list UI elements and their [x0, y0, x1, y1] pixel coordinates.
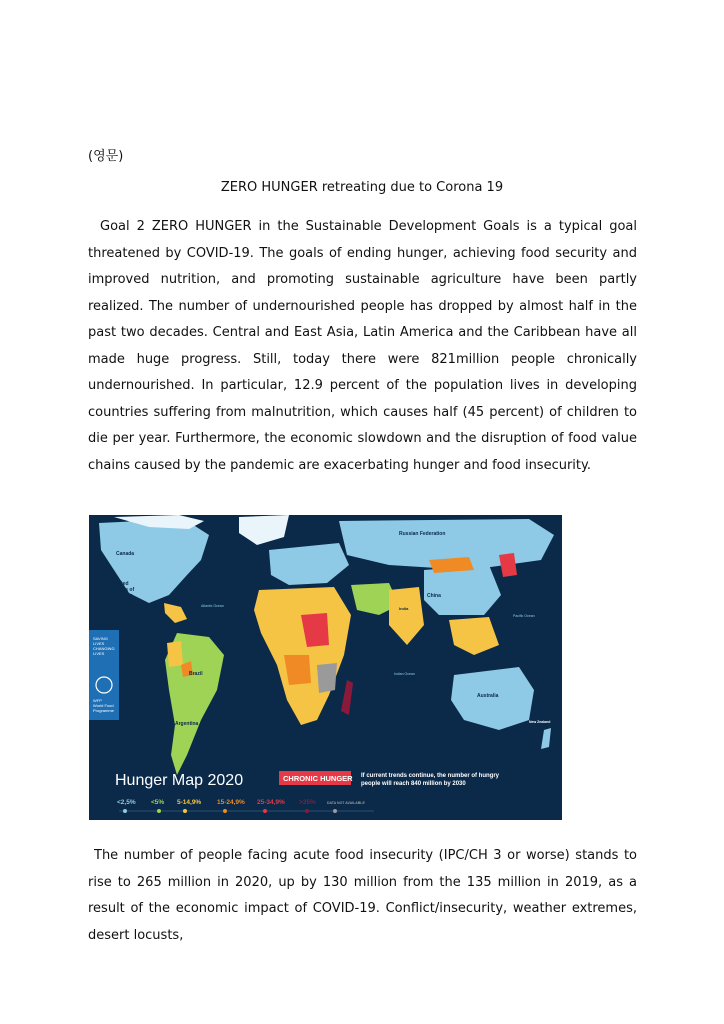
legend-dot-1 [157, 809, 161, 813]
label-russia: Russian Federation [399, 531, 446, 537]
legend-dot-2 [183, 809, 187, 813]
sidebar-text-3: CHANGING [93, 646, 115, 651]
paragraph-1: Goal 2 ZERO HUNGER in the Sustainable Development Goals is a typical goal threatened by COVID-19. The goals of ending hunger, achieving food security and improved nutrition, and promoting sustainable agriculture have been partly realized. The number of undernourished people has dropped by almost half in the past two decades. Central and East Asia, Latin America and the Caribbean have all made huge progress. Still, today there were 821million people chronically undernourished. In particular, 12.9 percent of the population lives in developing countries suffering from malnutrition, which causes half (45 percent) of children to die per year. Furthermore, the economic slowdown and the disruption of food value chains caused by the pandemic are exacerbating hunger and food insecurity. [88, 219, 637, 473]
label-brazil: Brazil [189, 671, 203, 677]
label-australia: Australia [477, 693, 499, 699]
legend-label-3: 15-24,9% [217, 799, 245, 806]
legend-label-1: <5% [151, 799, 165, 806]
map-subtitle-2: people will reach 840 million by 2030 [361, 781, 466, 787]
label-china: China [427, 593, 441, 599]
legend-dot-0 [123, 809, 127, 813]
label-atlantic: Atlantic Ocean [201, 604, 224, 608]
org-line-2: World Food [93, 703, 114, 708]
legend-label-2: 5-14,9% [177, 799, 202, 806]
language-label: (영문) [88, 149, 124, 164]
label-argentina: Argentina [175, 721, 199, 727]
label-usa-1: United [113, 581, 129, 587]
sidebar-text-4: LIVES [93, 651, 105, 656]
sidebar-text-2: LIVES [93, 641, 105, 646]
chronic-hunger-badge: CHRONIC HUNGER [283, 774, 353, 783]
label-canada: Canada [116, 551, 135, 557]
legend-dot-6 [333, 809, 337, 813]
map-title: Hunger Map 2020 [115, 772, 244, 789]
label-usa-2: States of [113, 587, 135, 593]
legend-dot-5 [305, 809, 309, 813]
org-line-3: Programme [93, 708, 114, 713]
label-pacific: Pacific Ocean [513, 614, 535, 618]
paragraph-2: The number of people facing acute food insecurity (IPC/CH 3 or worse) stands to rise to 265 million in 2020, up by 130 million from the 135 million in 2019, as a result of the economic impact of COVID-19. Conflict/insecurity, weather extremes, desert locusts, [88, 848, 637, 943]
label-usa-3: America [113, 593, 133, 599]
hunger-map-image [89, 515, 562, 820]
legend-label-6: DATA NOT AVAILABLE [327, 801, 365, 805]
article-title: ZERO HUNGER retreating due to Corona 19 [220, 180, 504, 195]
sidebar-text-1: SAVING [93, 636, 108, 641]
org-line-1: WFP [93, 698, 102, 703]
legend-dot-3 [223, 809, 227, 813]
legend-label-4: 25-34,9% [257, 799, 285, 806]
label-new-zealand: New Zealand [529, 720, 551, 724]
map-subtitle-1: If current trends continue, the number of hungry [361, 773, 500, 779]
legend-dot-4 [263, 809, 267, 813]
label-india: India [399, 606, 409, 611]
legend-label-0: <2,5% [117, 799, 136, 806]
label-indian: Indian Ocean [394, 672, 415, 676]
legend-label-5: >35% [299, 799, 316, 806]
